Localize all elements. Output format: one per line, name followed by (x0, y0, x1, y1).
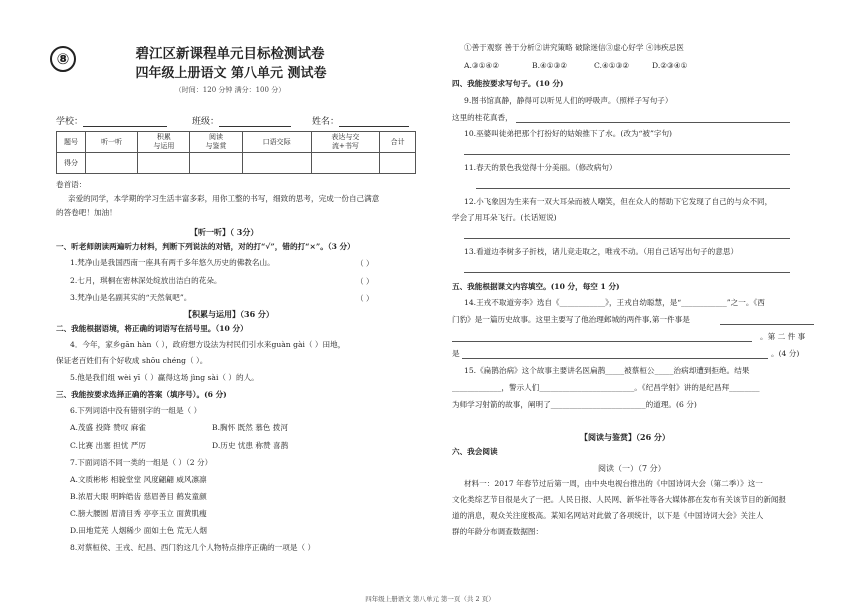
exam-number-badge: ⑧ (50, 46, 76, 72)
answer-line[interactable] (464, 271, 790, 273)
score-label: 。(4 分) (771, 349, 800, 358)
answer-line[interactable] (476, 187, 790, 189)
answer-line[interactable] (464, 153, 790, 155)
question-6: 6.下列词语中没有错别字的一组是（ ） (70, 406, 202, 415)
listen-item: 3.梵净山是名副其实的“天然氧吧”。 (70, 293, 192, 302)
question-section-5: 五、我能根据课文内容填空。(10 分，每空 1 分) (452, 282, 620, 291)
second-event-label: 。第 二 件 事 (760, 332, 806, 341)
question-14-second-label (760, 332, 805, 342)
answer-paren[interactable]: （ ） (356, 259, 374, 268)
question-13: 13.看道边李树多子折枝，诸儿竞走取之，唯戎不动。（用自己话写出句子的意思） (464, 247, 739, 256)
score-header-cell: 合计 (380, 132, 416, 153)
option-a: A.文质彬彬 相貌堂堂 风度翩翩 威风凛凛 (70, 475, 207, 484)
option-d: D.田地荒芜 人烟稀少 面如土色 荒无人烟 (70, 526, 207, 535)
score-cell[interactable] (311, 153, 380, 174)
name-label: 姓名： (312, 117, 340, 127)
question-3: 三、我能按要求选择正确的答案（填序号）。(6 分) (56, 390, 227, 399)
exam-meta: （时间：120 分钟 满分：100 分） (174, 86, 286, 94)
question-section-6: 六、我会阅读 (452, 447, 498, 456)
material-line: 群的年龄分布调查数据图： (452, 527, 544, 536)
question-12-line: 学会了用耳朵飞行。(长话短说) (452, 213, 557, 222)
name-blank[interactable] (339, 117, 409, 127)
option-c: C.④①③② (594, 61, 630, 70)
question-9-prefix: 这里的桂花真香， (452, 113, 513, 122)
question-10: 10.巫婆叫徒弟把那个打扮好的姑娘推下了水。(改为“被”字句) (464, 129, 673, 138)
option-b: B.④①③② (532, 61, 568, 70)
exam-subtitle: 四年级上册语文 第八单元 测试卷 (135, 66, 327, 81)
school-blank[interactable] (83, 117, 167, 127)
listen-section-heading: 【听一听】（ 3分） (190, 227, 259, 237)
option-a: A.茂盛 投降 赞叹 麻雀 (70, 423, 146, 432)
question-14-score (771, 349, 799, 359)
score-header-cell: 阅读 与鉴赏 (190, 132, 242, 153)
score-table-header-row (57, 132, 416, 153)
intro-heading: 卷首语： (56, 180, 87, 189)
page-footer: 四年级上册语文 第八单元 第一页（共 2 页） (365, 595, 495, 603)
option-c: C.膀大腰圆 眉清目秀 亭亭玉立 面黄肌瘦 (70, 509, 207, 518)
question-9: 9.图书馆真静，静得可以听见人们的呼吸声。（照样子写句子） (464, 96, 673, 105)
q8-statements: ①善于观察 善于分析②讲究策略 破除迷信③虚心好学 ④讳疾忌医 (464, 43, 684, 52)
score-cell[interactable] (138, 153, 190, 174)
school-label: 学校： (56, 117, 84, 127)
listen-item: 1.梵净山是我国西南一座具有两千多年悠久历史的佛教名山。 (70, 258, 275, 267)
class-field[interactable] (192, 114, 291, 127)
score-row-label: 得分 (57, 153, 86, 174)
option-b: B.浓眉大眼 明眸皓齿 慈眉善目 鹤发童颜 (70, 492, 207, 501)
question-8: 8.对蔡桓侯、王戎、纪昌、西门豹这几个人物特点排序正确的一项是（ ） (70, 543, 316, 552)
question-14-line-prefix (452, 349, 460, 359)
answer-line[interactable] (452, 340, 752, 342)
score-header-cell: 积累 与运用 (138, 132, 190, 153)
material-line: 文化类综艺节目很是火了一把。人民日报、人民网、新华社等各大媒体都在发布有关该节目的新闻报 (452, 495, 787, 504)
material-line: 道的消息，观众关注度极高。某知名网站对此做了各项统计，以下是《中国诗词大会》关注人 (452, 511, 764, 520)
shi-label: 是 (452, 349, 460, 358)
exam-title: 碧江区新课程单元目标检测试卷 (135, 46, 325, 62)
answer-line[interactable] (516, 121, 790, 123)
intro-line: 的答卷吧！加油！ (56, 208, 117, 217)
question-2: 二、我能根据语境，将正确的词语写在括号里。（10 分） (56, 324, 248, 333)
school-field[interactable] (56, 114, 167, 127)
option-b: B.胸怀 既然 慕色 拨河 (212, 423, 288, 432)
score-cell[interactable] (380, 153, 416, 174)
class-label: 班级： (192, 117, 220, 127)
question-5: 5.他是我们组 wèi yī（ ）赢得这场 jìng sài（ ）的人。 (70, 373, 259, 382)
score-cell[interactable] (190, 153, 242, 174)
answer-line[interactable] (462, 357, 768, 359)
question-4-line: 4．今年，家乡gān hàn（ ），政府想方设法为村民们引水来guàn gài（ ）田地， (70, 340, 346, 349)
option-c: C.比赛 出塞 担忧 严厉 (70, 441, 146, 450)
question-15-line: 15.《扁鹊治病》这个故事主要讲名医扁鹊_____被蔡桓公_____治病却遭到拒绝。结果 (464, 366, 750, 375)
question-14-line: 门豹》是一篇历史故事。这里主要写了他治理邺城的两件事,第一件事是 (452, 315, 690, 324)
question-14-line: 14.王戎不取道旁李》选自《____________》，王戎自幼聪慧，是“____________”之一。《西 (464, 298, 765, 307)
question-7: 7.下面词语不同一类的一组是（ ）（2 分） (70, 458, 213, 467)
score-cell[interactable] (86, 153, 138, 174)
reading-1-heading: 阅读（一）（7 分） (598, 464, 666, 473)
question-15-line: 为师学习射箭的故事，阐明了_________________________的道理。(6 分) (452, 400, 697, 409)
score-header-cell: 表达与交 流+书写 (311, 132, 380, 153)
question-15-line: _____________，警示人们_________________________。《纪昌学射》讲的是纪昌拜________ (452, 383, 760, 392)
listen-item: 2.七月，琪桐在密林深处绽放出洁白的花朵。 (70, 276, 222, 285)
question-4-line: 保证老百姓们有个好收成 shōu chéng（ ）。 (56, 356, 208, 365)
option-d: D.②③④① (652, 61, 688, 70)
option-a: A.③①④② (464, 61, 500, 70)
score-header-cell: 题号 (57, 132, 86, 153)
accumulate-section-heading: 【积累与运用】（36 分） (184, 309, 274, 319)
answer-line[interactable] (464, 237, 790, 239)
question-12-line: 12.小飞象因为生来有一双大耳朵而被人嘲笑，但在众人的帮助下它发现了自己的与众不同， (464, 197, 773, 206)
score-table-row (57, 153, 416, 174)
option-d: D.历史 忧患 称赞 喜鹊 (212, 441, 289, 450)
question-1: 一、听老师朗读两遍听力材料，判断下列说法的对错，对的打“√”，错的打“×”。（3 分） (56, 242, 355, 251)
answer-paren[interactable]: （ ） (356, 294, 374, 303)
score-header-cell: 听一听 (86, 132, 138, 153)
score-cell[interactable] (242, 153, 311, 174)
class-blank[interactable] (219, 117, 291, 127)
intro-line: 亲爱的同学，本学期的学习生活丰富多彩，用你工整的书写，细致的思考，完成一份自己满意 (68, 194, 380, 203)
answer-line[interactable] (720, 323, 814, 325)
name-field[interactable] (312, 114, 409, 127)
question-section-4: 四、我能按要求写句子。(10 分) (452, 79, 564, 88)
score-table (56, 131, 416, 174)
answer-paren[interactable]: （ ） (356, 277, 374, 286)
reading-section-heading: 【阅读与鉴赏】（26 分） (580, 432, 670, 442)
score-header-cell: 口语交际 (242, 132, 311, 153)
material-line: 材料一：2017 年春节过后第一周，由中央电视台推出的《中国诗词大会（第二季）》这一 (464, 479, 763, 488)
question-11: 11.春天的景色我觉得十分美丽。（修改病句） (464, 163, 617, 172)
